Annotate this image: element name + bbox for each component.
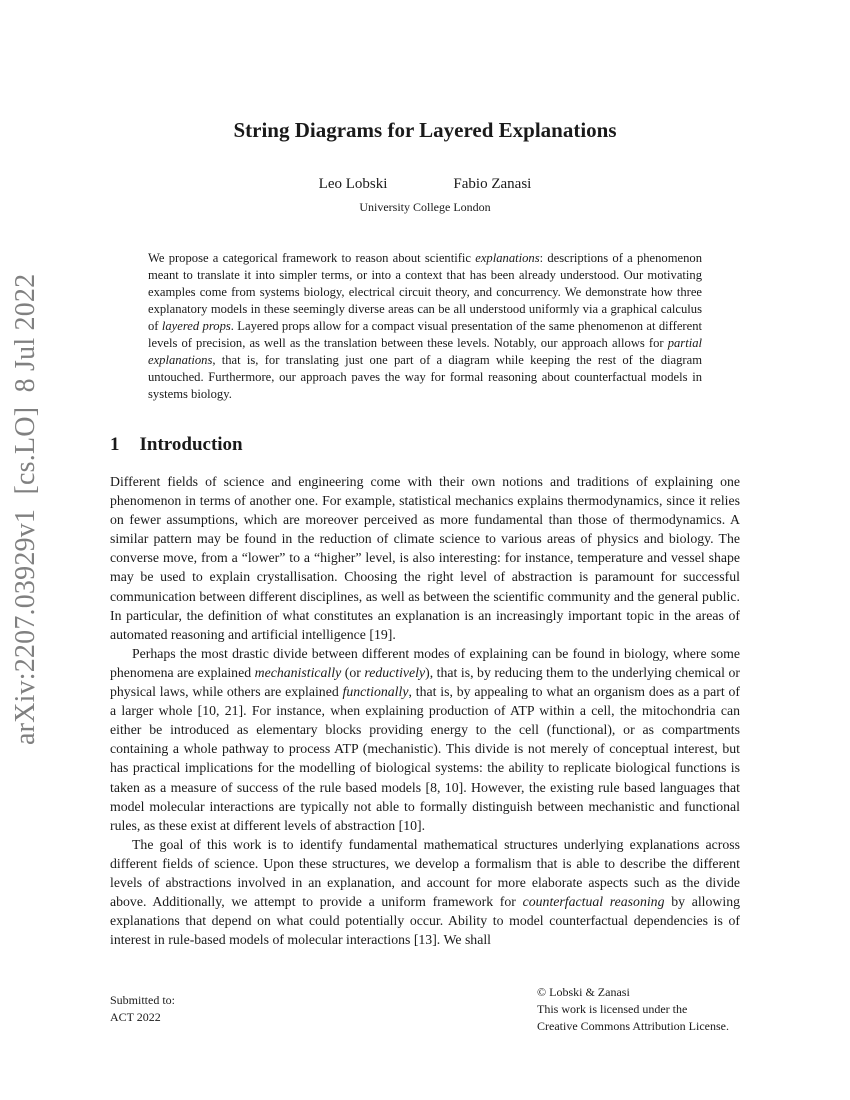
license-note (537, 984, 729, 1035)
section-number: 1 (110, 434, 120, 455)
text-run: by allowing explanations that depend on what could potentially occur. Ability to model counterfactual dependencies is of interest in rule-based models of molecular interactions [13]. We shall (110, 894, 740, 948)
arxiv-identifier: arXiv:2207.03929v1 [cs.LO] 8 Jul 2022 (10, 273, 41, 745)
abstract (148, 250, 702, 403)
license-line: This work is licensed under the (537, 1002, 688, 1016)
emphasis-text: counterfactual reasoning (522, 894, 665, 910)
emphasis-text: functionally (342, 684, 409, 700)
section-title: Introduction (139, 434, 243, 455)
emphasis-text: mechanistically (254, 664, 342, 680)
text-run: , that is, for translating just one part of a diagram while keeping the rest of the diagram untouched. Furthermore, our approach paves the way for formal reasoning about counterfactual models in systems biology. (148, 353, 702, 401)
copyright: © Lobski & Zanasi (537, 985, 630, 999)
text-run: . Layered props allow for a compact visual presentation of the same phenomenon at different levels of precision, as well as the translation between these levels. Notably, our approach allows for (148, 319, 703, 350)
author-name: Fabio Zanasi (453, 176, 532, 192)
submission-note (110, 992, 175, 1026)
text-run: , that is, by appealing to what an organism does as a part of a larger whole [10, 21]. For instance, when explaining production of ATP within a cell, the mitochondria can either be introduced as elementary blocks providing energy to the cell (functional), or as compartments containing a whole pathway to process ATP (mechanistic). This divide is not merely of conceptual interest, but has practical implications for the modelling of biological systems: the ability to replicate biological functions is taken as a measure of success of the rule based models [8, 10]. However, the existing rule based languages that model molecular interactions are typically not able to formally distinguish between mechanistic and functional rules, as these exist at different levels of abstraction [10]. (110, 684, 740, 833)
section-heading (110, 434, 243, 456)
text-run: Perhaps the most drastic divide between different modes of explaining can be found in biology, where some phenomena are explained (110, 645, 740, 680)
body-paragraph (110, 472, 740, 644)
body-paragraph (110, 835, 740, 950)
emphasis-text: layered props (161, 319, 231, 333)
paper-title: String Diagrams for Layered Explanations (233, 118, 617, 142)
text-run: (or (341, 664, 365, 680)
text-run: We propose a categorical framework to reason about scientific (148, 251, 476, 265)
text-run: The goal of this work is to identify fundamental mathematical structures underlying explanations across different fields of science. Upon these structures, we develop a formalism that is able to describe the different levels of abstractions involved in an explanation, and account for more elaborate aspects such as the divide above. Additionally, we attempt to provide a uniform framework for (110, 836, 740, 910)
author-list (0, 176, 850, 193)
license-line: Creative Commons Attribution License. (537, 1019, 729, 1033)
emphasis-text: reductively (364, 664, 426, 680)
author-name: Leo Lobski (318, 176, 388, 192)
emphasis-text: partial explanations (148, 336, 702, 367)
submission-venue: ACT 2022 (110, 1010, 161, 1024)
text-run: ), that is, by reducing them to the underlying chemical or physical laws, while others are explained (110, 664, 740, 700)
text-run: Different fields of science and engineering come with their own notions and traditions of explaining one phenomenon in terms of another one. For example, statistical mechanics explains thermodynamics, since it relies on fewer assumptions, which are moreover perceived as more fundamental than those of thermodynamics. A similar pattern may be found in the reduction of climate science to various areas of physics and biology. The converse move, from a “lower” to a “higher” level, is also interesting: for instance, temperature and vessel shape may be used to explain crystallisation. Choosing the right level of abstraction is paramount for successful communication between different disciplines, as well as between the scientific community and the general public. In particular, the definition of what constitutes an explanation is an increasingly important topic in the areas of automated reasoning and artificial intelligence [19]. (110, 474, 740, 642)
text-run: : descriptions of a phenomenon meant to translate it into simpler terms, or into a context that has been already understood. Our motivating examples come from systems biology, electrical circuit theory, and concurrency. We demonstrate how three explanatory models in these seemingly diverse areas can be all understood uniformly via a graphical calculus of (148, 251, 703, 333)
body-paragraph (110, 644, 740, 835)
emphasis-text: explanations (475, 251, 540, 265)
submission-label: Submitted to: (110, 993, 176, 1007)
affiliation: University College London (359, 200, 491, 214)
section-body (110, 472, 740, 949)
